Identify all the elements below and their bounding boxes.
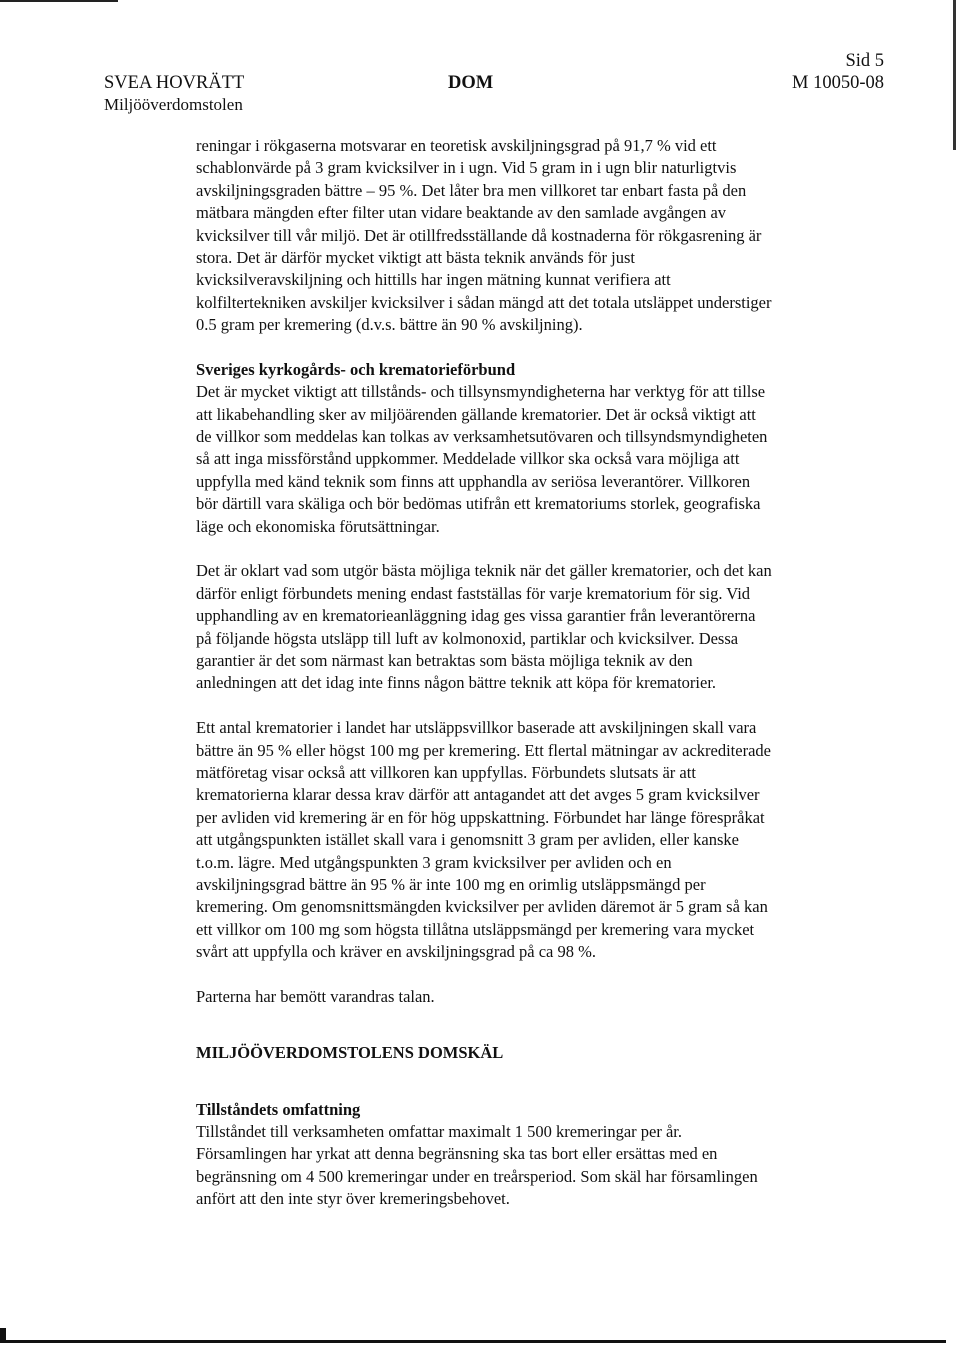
court-department: Miljööverdomstolen — [104, 95, 243, 114]
text-line: Parterna har bemött varandras talan. — [196, 986, 435, 1006]
paragraph-best-technique — [196, 560, 878, 694]
court-name: SVEA HOVRÄTT — [104, 73, 245, 93]
text-line: därför enligt förbundets mening endast fastställas för varje krematorium för sig. Vid — [196, 583, 751, 603]
text-line: avskiljningsgrad bättre än 95 % är inte 100 mg en orimlig utsläppsmängd per — [196, 874, 706, 894]
text-line: Det är oklart vad som utgör bästa möjliga teknik när det gäller krematorier, och det kan — [196, 561, 772, 581]
section-heading: Sveriges kyrkogårds- och krematorieförbund — [196, 359, 516, 379]
text-line: uppfylla med känd teknik som finns att upphandla av seriösa leverantörer. Villkoren — [196, 471, 751, 491]
paragraph-conditions — [196, 717, 878, 963]
document-type: DOM — [448, 73, 494, 93]
text-line: garantier är det som närmast kan betraktas som bästa möjliga teknik av den — [196, 650, 693, 670]
text-line: t.o.m. lägre. Med utgångspunkten 3 gram kvicksilver per avliden och en — [196, 852, 672, 872]
text-line: att likabehandling sker av miljöärenden gällande krematorier. Det är också viktigt att — [196, 404, 756, 424]
text-line: anledningen att det idag inte finns någon bättre teknik att köpa för krematorier. — [196, 673, 717, 693]
text-line: mätföretag visar också att villkoren kan uppfyllas. Förbundets slutsats är att — [196, 762, 696, 782]
subsection-heading: Tillståndets omfattning — [196, 1099, 361, 1119]
page-number: Sid 5 — [845, 51, 884, 71]
text-line: bättre än 95 % eller högst 100 mg per kremering. Ett flertal mätningar av ackrediterade — [196, 740, 771, 760]
paragraph-emissions — [196, 135, 878, 337]
text-line: kvicksilver till vår miljö. Det är otillfredsställande då kostnaderna för rökgasrening är — [196, 225, 762, 245]
text-line: anfört att den inte styr över kremeringsbehovet. — [196, 1189, 510, 1209]
subsection-permit-scope — [196, 1099, 878, 1211]
text-line: per avliden vid kremering är en för hög uppskattning. Förbundet har länge förespråkat — [196, 807, 765, 827]
text-line: avskiljningsgraden bättre – 95 %. Det låter bra men villkoret tar enbart fasta på den — [196, 180, 747, 200]
text-line: upphandling av en krematorieanläggning idag ges vissa garantier från leverantörerna — [196, 606, 756, 626]
text-line: att utgångspunkten istället skall vara i genomsnitt 3 gram per avliden, eller kanske — [196, 830, 739, 850]
text-line: schablonvärde på 3 gram kvicksilver in i ugn. Vid 5 gram in i ugn blir naturligtvis — [196, 158, 737, 178]
text-line: läge och ekonomiska förutsättningar. — [196, 516, 440, 536]
bottom-scan-line — [0, 1340, 946, 1343]
text-line: Tillståndet till verksamheten omfattar maximalt 1 500 kremeringar per år. — [196, 1122, 683, 1142]
text-line: de villkor som meddelas kan tolkas av verksamhetsutövaren och tillsyndsmyndigheten — [196, 427, 768, 447]
text-line: stora. Det är därför mycket viktigt att bästa teknik används för just — [196, 247, 635, 267]
text-line: mätbara mängden efter filter utan vidare beaktande av den samlade avgången av — [196, 203, 727, 223]
text-line: kolfiltertekniken avskiljer kvicksilver i sådan mängd att det totala utsläppet understiger — [196, 292, 772, 312]
text-line: på följande högsta utsläpp till luft av kolmonoxid, partiklar och kvicksilver. Dessa — [196, 628, 739, 648]
text-line: 0.5 gram per kremering (d.v.s. bättre än 90 % avskiljning). — [196, 315, 583, 335]
paragraph-federation — [196, 359, 878, 538]
text-line: krematorierna klarar dessa krav därför att antagandet att det avges 5 gram kvicksilver — [196, 785, 760, 805]
text-line: ett villkor om 100 mg som högsta tillåtna utsläppsmängd per kremering vara mycket — [196, 919, 755, 939]
right-scan-edge — [953, 0, 956, 150]
top-scan-line — [0, 0, 118, 2]
text-line: kremering. Om genomsnittsmängden kvicksilver per avliden däremot är 5 gram så kan — [196, 897, 768, 917]
text-line: svårt att uppfylla och kräver en avskiljningsgrad på ca 98 %. — [196, 942, 596, 962]
text-line: Ett antal krematorier i landet har utsläppsvillkor baserade att avskiljningen skall vara — [196, 718, 757, 738]
section-title: MILJÖÖVERDOMSTOLENS DOMSKÄL — [196, 1043, 504, 1063]
text-line: Församlingen har yrkat att denna begränsning ska tas bort eller ersättas med en — [196, 1144, 718, 1164]
text-line: begränsning om 4 500 kremeringar under en treårsperiod. Som skäl har församlingen — [196, 1166, 758, 1186]
text-line: Det är mycket viktigt att tillstånds- och tillsynsmyndigheterna har verktyg för att tillse — [196, 382, 766, 402]
text-line: så att inga missförstånd uppkommer. Meddelade villkor ska också vara möjliga att — [196, 449, 740, 469]
paragraph-parties — [196, 986, 878, 1008]
text-line: reningar i rökgaserna motsvarar en teoretisk avskiljningsgrad på 91,7 % vid ett — [196, 136, 717, 155]
case-number: M 10050-08 — [792, 73, 884, 93]
document-body — [196, 135, 878, 1211]
text-line: kvicksilveravskiljning och hittills har ingen mätning kunnat verifiera att — [196, 270, 671, 290]
text-line: bör därtill vara skäliga och bör bedömas utifrån ett krematoriums storlek, geografiska — [196, 494, 761, 514]
